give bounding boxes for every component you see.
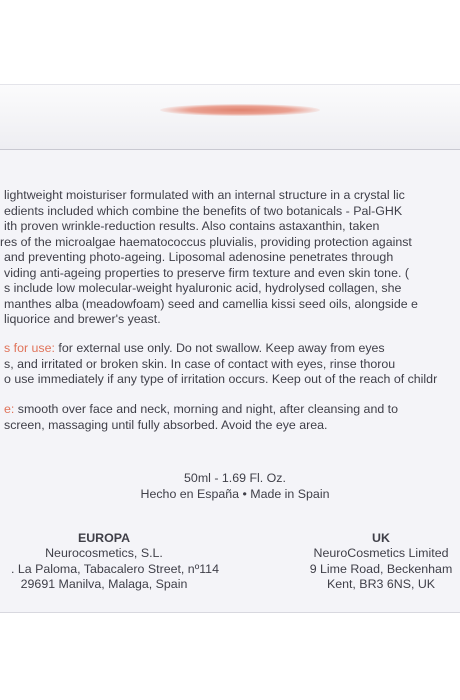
precautions-first-text: for external use only. Do not swallow. Keep away from eyes	[54, 341, 385, 355]
usage-line-1	[4, 402, 398, 418]
uk-line-2: 9 Lime Road, Beckenham	[309, 561, 453, 576]
description-line-6: viding anti-ageing properties to preserve firm texture and even skin tone. (	[4, 265, 409, 280]
description-line-5: and preventing photo-ageing. Liposomal adenosine penetrates through	[4, 250, 394, 264]
description-line-4: res of the microalgae haematococcus pluvialis, providing protection against	[0, 234, 412, 249]
precautions-line-2: s, and irritated or broken skin. In case of contact with eyes, rinse thorou	[4, 356, 396, 371]
europa-line-3: 29691 Manilva, Malaga, Spain	[20, 577, 188, 591]
usage-line-2: screen, massaging until fully absorbed. Avoid the eye area.	[4, 417, 328, 432]
description-line-3: ith proven wrinkle-reduction results. Also contains astaxanthin, taken	[4, 219, 380, 233]
origin-text: Hecho en España • Made in Spain	[140, 487, 330, 501]
uk-line-3: Kent, BR3 6NS, UK	[326, 577, 436, 591]
description-line-9: liquorice and brewer's yeast.	[4, 312, 161, 326]
europa-line-1: Neurocosmetics, S.L.	[45, 546, 163, 560]
precautions-line-1	[4, 341, 385, 357]
uk-line-1: NeuroCosmetics Limited	[313, 546, 449, 560]
description-line-8: manthes alba (meadowfoam) seed and camellia kissi seed oils, alongside e	[4, 296, 418, 311]
volume-text: 50ml - 1.69 Fl. Oz.	[184, 471, 286, 485]
description-line-7: s include low molecular-weight hyaluronic acid, hydrolysed collagen, she	[4, 281, 402, 295]
lid-highlight	[160, 104, 320, 116]
precautions-label: s for use:	[4, 341, 55, 355]
description-line-2: edients included which combine the benefits of two botanicals - Pal-GHK	[4, 203, 403, 218]
uk-title: UK	[372, 531, 390, 545]
usage-first-text: smooth over face and neck, morning and night, after cleansing and to	[14, 402, 398, 416]
description-line-1: lightweight moisturiser formulated with an internal structure in a crystal lic	[4, 188, 405, 202]
container-lid	[0, 84, 460, 151]
precautions-line-3: o use immediately if any type of irritation occurs. Keep out of the reach of childr	[4, 372, 438, 386]
europa-line-2: . La Paloma, Tabacalero Street, nº114	[11, 561, 219, 576]
europa-title: EUROPA	[77, 531, 131, 545]
usage-label: e:	[4, 402, 15, 416]
